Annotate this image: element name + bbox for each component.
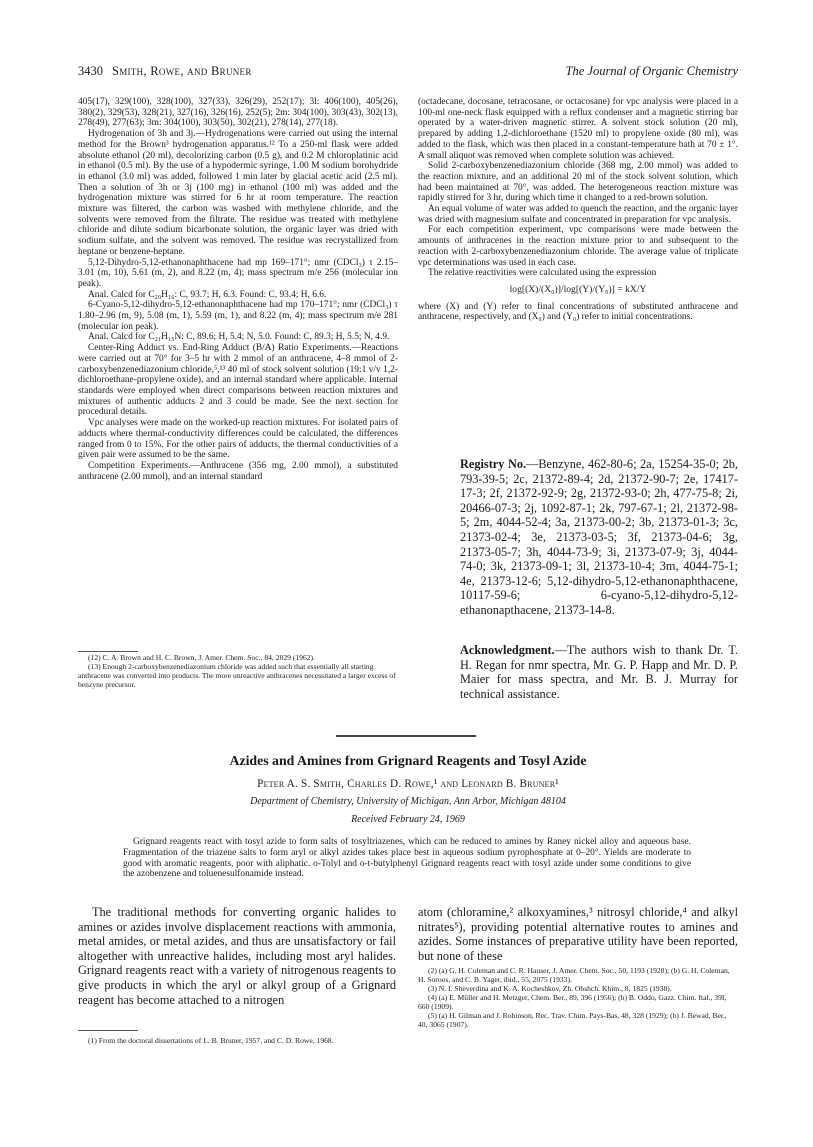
ratio-experiments-paragraph: Center-Ring Adduct vs. End-Ring Adduct (B/A) Ratio Experiments.—Reactions were carried out at 70° for 3–5 hr with 2 mmol of an anthracene, 4–8 mmol of 2-carboxybenzenediazonium chloride,⁵,¹³ 40 ml of stock solvent solution (19:1 v/v 1,2-dichloroethane-propylene oxide), and an internal standard where applicable. Internal standards were employed when direct comparisons between reaction mixtures and mixtures of authentic adducts 2 and 3 could be made. See the next section for procedural details.: [78, 343, 398, 418]
intro-paragraph-right: atom (chloramine,² alkoxyamines,³ nitrosyl chloride,⁴ and alkyl nitrates⁵), providing potential alternative routes to amines and azides. Some instances of preparative utility have been reported, but none of these: [418, 905, 738, 963]
cyano-compound-paragraph: 6-Cyano-5,12-dihydro-5,12-ethanonaphthacene had mp 170–171°; nmr (CDCl₃) τ 1.80–2.96 (m, 9), 5.08 (m, 1), 5.59 (m, 1), and 8.22 (m, 4); mass spectrum m/e 281 (molecular ion peak).: [78, 300, 398, 332]
running-header: [78, 64, 738, 82]
article-authors: Peter A. S. Smith, Charles D. Rowe,¹ and Leonard B. Bruner¹: [257, 778, 559, 790]
anal-paragraph-1: Anal. Calcd for C₂₀H₁₆: C, 93.7; H, 6.3. Found: C, 93.4; H, 6.6.: [88, 289, 327, 300]
left-column: [78, 97, 398, 482]
affiliation: Department of Chemistry, University of Michigan, Ann Arbor, Michigan 48104: [250, 796, 566, 807]
dihydro-compound-paragraph: 5,12-Dihydro-5,12-ethanonaphthacene had mp 169–171°; nmr (CDCl₃) τ 2.15–3.01 (m, 10), 5.61 (m, 2), and 8.22 (m, 4); mass spectrum m/e 256 (molecular ion peak).: [78, 257, 398, 289]
article-footnotes-right: [418, 966, 738, 1029]
registry-label: Registry No.: [460, 457, 527, 471]
footnote-2: (2) (a) G. H. Coleman and C. R. Hauser, J. Amer. Chem. Soc., 50, 1193 (1928); (b) G. H. Coleman, H. Soroos, and C. B. Yager, ibid., 55, 2075 (1933).: [418, 966, 730, 984]
acknowledgment-label: Acknowledgment.: [460, 643, 555, 657]
right-column: [418, 97, 738, 323]
article-footnote-rule-left: [78, 1030, 138, 1031]
concentration-definition: where (X) and (Y) refer to final concentrations of substituted anthracene and anthracene, respectively, and (X₀) and (Y₀) refer to initial concentrations.: [418, 301, 738, 323]
article-footnote-left: [78, 1036, 396, 1045]
hydrogenation-paragraph: Hydrogenation of 3h and 3j.—Hydrogenations were carried out using the internal method for the Brown³ hydrogenation apparatus.¹² To a 250-ml flask were added absolute ethanol (20 ml), decolorizing carbon (0.5 g), and 0.2 M chloroplatinic acid in ethanol (0.5 ml). By the use of a hypodermic syringe, 1.00 M sodium borohydride in ethanol (3.0 ml) was added, followed 1 min later by glacial acetic acid (2.5 ml). Then a solution of 3h or 3j (100 mg) in ethanol (100 ml) was added and the hydrogenation mixture was stirred for 6 hr at room temperature. The reaction mixture was filtered, the carbon was washed with methylene chloride, and the solvents were removed from the filtrate. The residue was treated with methylene chloride and dilute sodium bicarbonate solution, the organic layer was dried with sodium sulfate, and the solvent was removed. The residue was recrystallized from heptane or benzene-heptane.: [78, 129, 398, 257]
diazonium-addition-paragraph: Solid 2-carboxybenzenediazonium chloride (368 mg, 2.00 mmol) was added to the reaction mixture, and an additional 20 ml of the stock solvent solution, which had been maintained at 70°, was added. The heterogeneous reaction mixture was rapidly stirred for 3 hr, during which time it changed to a red-brown solution.: [418, 161, 738, 204]
acknowledgment: [460, 643, 738, 701]
registry-numbers: [460, 457, 738, 618]
footnote-1: (1) From the doctoral dissertations of L. B. Bruner, 1957, and C. D. Rowe, 1968.: [88, 1036, 334, 1045]
article-separator: [336, 735, 476, 737]
footnote-12: (12) C. A. Brown and H. C. Brown, J. Amer. Chem. Soc., 84, 2829 (1962).: [88, 653, 315, 662]
quench-paragraph: An equal volume of water was added to quench the reaction, and the organic layer was dried with magnesium sulfate and concentrated in preparation for vpc analysis.: [418, 204, 738, 225]
page-number: 3430: [78, 64, 103, 78]
expression-intro: The relative reactivities were calculated using the expression: [428, 268, 657, 279]
left-footnotes: [78, 653, 398, 689]
vpc-analyses-paragraph: Vpc analyses were made on the worked-up reaction mixtures. For isolated pairs of adducts where thermal-conductivity differences could be calculated, the differences ranged from 0 to 15%. For the other pairs of adducts, the thermal conductivities of a given pair were assumed to be the same.: [78, 418, 398, 461]
article-title: Azides and Amines from Grignard Reagents and Tosyl Azide: [229, 753, 587, 768]
competition-experiments-paragraph: Competition Experiments.—Anthracene (356 mg, 2.00 mmol), a substituted anthracene (2.00 mmol), and an internal standard: [78, 460, 398, 482]
acknowledgment-text: —The authors wish to thank Dr. T. H. Regan for nmr spectra, Mr. G. P. Happ and Mr. D. P. Maier for mass spectra, and Mr. B. J. Murray for technical assistance.: [460, 643, 738, 701]
reactivity-equation: log[(X)/(X₀)]/log[(Y)/(Y₀)] = kX/Y: [509, 283, 647, 295]
internal-standard-paragraph: (octadecane, docosane, tetracosane, or octacosane) for vpc analysis were placed in a 100-ml one-neck flask equipped with a reflux condenser and a magnetic stirring bar operated by a water-driven magnetic stirrer. A solvent stock solution (20 ml), prepared by adding 1,2-dichloroethane (1520 ml) to propylene oxide (80 ml), was added to the flask, which was then placed in a constant-temperature bath at 70 ± 1°. A small aliquot was removed when complete solution was achieved.: [418, 97, 738, 161]
journal-name: The Journal of Organic Chemistry: [565, 64, 738, 78]
vpc-comparison-paragraph: For each competition experiment, vpc comparisons were made between the amounts of anthracenes in the reaction mixture prior to and subsequent to the reaction with 2-carboxybenzenediazonium chloride. The average value of triplicate vpc determinations was used in each case.: [418, 225, 738, 268]
abstract: [123, 837, 691, 880]
mass-spec-data: 405(17), 329(100), 328(100), 327(33), 326(29), 252(17); 3l: 406(100), 405(26), 380(2), 329(53), 328(21), 327(16), 326(16), 252(5); 2m: 304(100), 303(43), 302(13), 278(49), 277(63); 3m: 304(100), 303(50), 302(21), 278(14), 277(18).: [78, 97, 398, 129]
header-authors: Smith, Rowe, and Bruner: [112, 64, 252, 78]
footnote-4: (4) (a) E. Müller and H. Metzger, Chem. Ber., 89, 396 (1956); (b) B. Oddo, Gazz. Chim. Ital., 39I, 660 (1909).: [418, 993, 727, 1011]
abstract-text: Grignard reagents react with tosyl azide to form salts of tosyltriazenes, which can be reduced to amines by Raney nickel alloy and aqueous base. Fragmentation of the triazene salts to form aryl or alkyl azides takes place best in aqueous sodium pyrophosphate at 0–20°. Yields are moderate to good with aromatic reagents, poor with aliphatic. o-Tolyl and o-t-butylphenyl Grignard reagents react with tosyl azide under some conditions to give the azobenzene and toluenesulfonamide instead.: [123, 837, 691, 880]
intro-paragraph-left: The traditional methods for converting organic halides to amines or azides involve displacement reactions with ammonia, metal amides, or metal azides, and thus are unsatisfactory or fail altogether with unreactive halides, including most aryl halides. Grignard reagents react with a variety of nitrogenous reagents to give products in which the aryl or alkyl group of a Grignard reagent has become attached to a nitrogen: [78, 905, 396, 1007]
registry-text: —Benzyne, 462-80-6; 2a, 15254-35-0; 2b, 793-39-5; 2c, 21372-89-4; 2d, 21372-90-7; 2e, 17417-17-3; 2f, 21372-92-9; 2g, 21372-93-0; 2h, 477-75-8; 2i, 20466-07-3; 2j, 1092-87-1; 2k, 797-67-1; 2l, 21372-98-5; 2m, 4044-52-4; 3a, 21373-00-2; 3b, 21373-01-3; 3c, 21373-02-4; 3e, 21373-03-5; 3f, 21373-04-6; 3g, 21373-05-7; 3h, 4044-73-9; 3i, 21373-07-9; 3j, 4044-74-0; 3k, 21373-09-1; 3l, 21373-10-4; 3m, 4044-75-1; 4e, 21373-12-6; 5,12-dihydro-5,12-ethanonaphthacene, 10117-59-6; 6-cyano-5,12-dihydro-5,12-ethanonapthacene, 21373-14-8.: [460, 457, 738, 617]
body-right-column: [418, 905, 738, 963]
anal-paragraph-2: Anal. Calcd for C₂₁H₁₅N: C, 89.6; H, 5.4; N, 5.0. Found: C, 89.3; H, 5.5; N, 4.9.: [88, 332, 390, 343]
received-date: Received February 24, 1969: [351, 814, 465, 825]
footnote-3: (3) N. I. Sheverdina and K. A. Kocheshkov, Zh. Obshch. Khim., 8, 1825 (1938).: [428, 984, 672, 993]
footnote-rule: [78, 651, 138, 652]
body-left-column: [78, 905, 396, 1007]
footnote-13: (13) Enough 2-carboxybenzenediazonium chloride was added such that essentially all starting anthracene was converted into products. The more unreactive anthracenes necessitated a larger excess of benzyne precursor.: [78, 662, 396, 689]
footnote-5: (5) (a) H. Gilman and J. Robinson, Rec. Trav. Chim. Pays-Bas, 48, 328 (1929); (b) J. Bewad, Ber., 40, 3065 (1907).: [418, 1011, 727, 1029]
